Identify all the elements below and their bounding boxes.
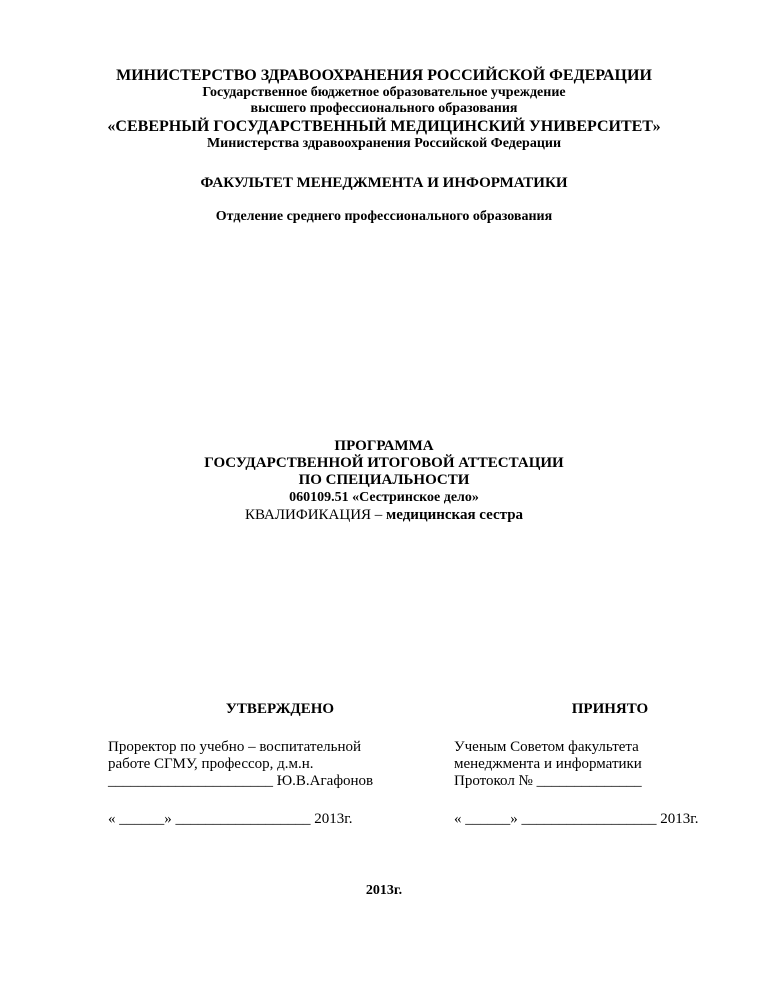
ministry-title: МИНИСТЕРСТВО ЗДРАВООХРАНЕНИЯ РОССИЙСКОЙ ФЕДЕРАЦИИ (116, 67, 652, 84)
program-title: ПРОГРАММА (334, 438, 434, 454)
qualification-line (0, 508, 768, 523)
faculty-name: ФАКУЛЬТЕТ МЕНЕДЖМЕНТА И ИНФОРМАТИКИ (200, 175, 568, 191)
approved-position-line1: Проректор по учебно – воспитательной (108, 739, 361, 755)
document-year: 2013г. (365, 883, 403, 898)
accepted-council-line2: менеджмента и информатики (454, 756, 642, 772)
ministry-subtitle: Министерства здравоохранения Российской Федерации (206, 136, 562, 151)
institution-type-line1: Государственное бюджетное образовательное учреждение (202, 85, 566, 100)
program-title-line2: ГОСУДАРСТВЕННОЙ ИТОГОВОЙ АТТЕСТАЦИИ (204, 455, 564, 471)
approved-signature-line: ______________________ Ю.В.Агафонов (108, 773, 374, 789)
accepted-heading: ПРИНЯТО (571, 701, 649, 717)
program-title-line3: ПО СПЕЦИАЛЬНОСТИ (298, 472, 470, 488)
approved-position-line2: работе СГМУ, профессор, д.м.н. (108, 756, 314, 772)
approved-date-line: « ______» __________________ 2013г. (108, 811, 353, 827)
approved-heading: УТВЕРЖДЕНО (225, 701, 335, 717)
university-name: «СЕВЕРНЫЙ ГОСУДАРСТВЕННЫЙ МЕДИЦИНСКИЙ УНИВЕРСИТЕТ» (107, 118, 661, 135)
specialty-code: 060109.51 «Сестринское дело» (289, 490, 479, 505)
accepted-protocol-line: Протокол № ______________ (454, 773, 642, 789)
accepted-date-line: « ______» __________________ 2013г. (454, 811, 699, 827)
qualification-label: КВАЛИФИКАЦИЯ – (244, 507, 387, 523)
department-name: Отделение среднего профессионального образования (215, 209, 553, 224)
qualification-value: медицинская сестра (386, 507, 524, 523)
accepted-council-line1: Ученым Советом факультета (454, 739, 639, 755)
institution-type-line2: высшего профессионального образования (250, 101, 518, 116)
